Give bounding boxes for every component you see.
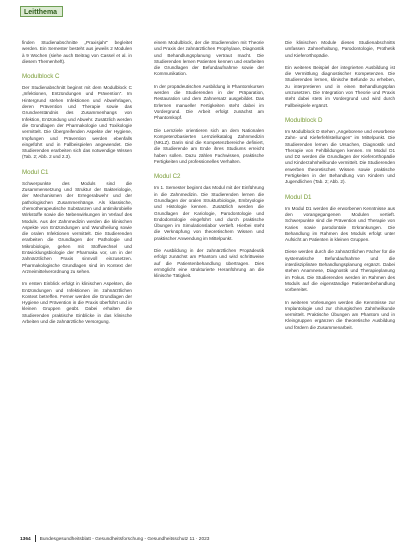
section-heading: Modul C2	[154, 173, 181, 181]
section-heading: Modul C1	[22, 168, 49, 176]
paragraph: finden Studienabschnitte „Praxisjahr“ begleitet werden. Ein Semester besteht aus jeweils 2 Modulen à 9 Wochen (siehe auch Beitrag von Cassel et al. in diesem Themenheft).	[22, 40, 132, 64]
text-column-1	[22, 40, 132, 331]
section-heading: Modulblock D	[285, 116, 323, 124]
paragraph: In der propädeutischen Ausbildung in Phantomkursen werden die Studierenden in der Präparation, Restauration und dem Zahnersatz ausgebildet. Das Erlernen manueller Fertigkeiten steht dabei im Vordergrund. Die Arbeit erfolgt zunächst am Phantomkopf.	[154, 83, 264, 121]
paragraph: Die Lernziele orientieren sich an dem Nationalen Kompetenzbasierten Lernzielkatalog Zahnmedizin (NKLZ). Darin sind die Kompetenzbereiche definiert, die Studierende am Ende ihres Studiums erreicht haben sollen. Dazu zählen Fachwissen, praktische Fertigkeiten und professionelles Verhalten.	[154, 127, 264, 165]
paragraph: Im Modulblock D stehen „Angeborene und erworbene Zahn- und Kieferfehlstellungen“ im Mittelpunkt. Die Studierenden lernen die Ursachen, Diagnostik und Therapie von Fehlbildungen kennen. Im Modul D1 und D2 werden die Grundlagen der Kieferorthopädie und Kinderzahnheilkunde vermittelt. Die Studierenden erwerben theoretisches Wissen sowie praktische Fertigkeiten in der Behandlung von Kindern und Jugendlichen (Tab. 2; Abb. 2).	[285, 128, 395, 185]
paragraph: Schwerpunkte des Moduls sind die Zusammensetzung und Struktur der Bakteriologie, der Mechanismen der Erregerabwehr und der pathologischen Zusammenhänge. Als klassische, chemotherapeutische Substanzen und antimikrobielle Wirkstoffe sowie die Nebenwirkungen im Verlauf des Moduls. Aus der Zahnmedizin werden die klinischen Aspekte von Entzündungen und Wundheilung sowie die oralen Infektionen vermittelt. Die Studierenden erarbeiten die Grundlagen der Pathologie und Mikrobiologie, gehen mit Stoffwechsel und Entwicklungsbiologie der Pharmaka vor, um in der zahnärztlichen Praxis sinnvoll einzusetzen. Pharmakologische Grundlagen sind im Kontext der Arzneimittelverordnung zu sehen.	[22, 180, 132, 274]
page-number: 1364	[20, 537, 31, 542]
paragraph: Ein weiteres Beispiel der integrierten Ausbildung ist die Vermittlung diagnostischer Kompetenzen. Die Studierenden lernen, klinische Befunde zu erheben, zu interpretieren und in einen Behandlungsplan umzusetzen. Die Integration von Theorie und Praxis steht dabei stets im Vordergrund und wird durch Fallbeispiele ergänzt.	[285, 64, 395, 108]
paragraph: Im 1. Semester beginnt das Modul mit der Einführung in die Zahnmedizin. Die Studierenden lernen die Grundlagen der oralen Strukturbiologie, Embryologie und Histologie kennen. Zusätzlich werden die Grundlagen der Kariologie, Parodontologie und Endodontologie eingeführt und durch praktische Übungen im Simulationslabor vertieft. Hierbei steht die Verknüpfung von theoretischem Wissen und praktischer Anwendung im Mittelpunkt.	[154, 185, 264, 241]
paragraph: Die Ausbildung in der zahnärztlichen Propädeutik erfolgt zunächst am Phantom und wird schrittweise auf die Patientenbehandlung übertragen. Dies ermöglicht eine strukturierte Heranführung an die klinische Tätigkeit.	[154, 248, 264, 279]
section-tag: Leitthema	[20, 6, 63, 17]
page-footer	[20, 535, 400, 545]
paragraph: Die klinischen Module dieses Studienabschnitts umfassen Zahnerhaltung, Parodontologie, Prothetik und Kieferorthopädie.	[285, 40, 395, 58]
text-column-3	[285, 40, 395, 337]
paragraph: Der Studienabschnitt beginnt mit dem Modulblock C „Infektionen, Entzündungen und Prävention“. Im Hintergrund stehen Infektionen und Abwehrlagen, deren Prävention und Therapie sowie das Grundverständnis des Zusammenhangs von Infektion, Entzündung und Abwehr. Zusätzlich werden die Grundlagen der Pharmakologie und Toxikologie vermittelt. Die Übergreifenden Aspekte der Hygiene, Impfungen und Prävention werden ebenfalls eingeführt und in Fallbeispielen angewendet. Die Studierenden erarbeiten sich das notwendige Wissen (Tab. 2; Abb. 2 und 2.3).	[22, 85, 132, 160]
paragraph: Im Modul D1 werden die erworbenen Kenntnisse aus den vorangegangenen Modulen vertieft. Schwerpunkte sind die Prävention und Therapie von Karies sowie parodontale Erkrankungen. Die Behandlung im Rahmen des Moduls erfolgt unter Aufsicht an Patienten in kleinen Gruppen.	[285, 205, 395, 243]
section-heading: Modul D1	[285, 193, 312, 201]
journal-citation: Bundesgesundheitsblatt - Gesundheitsforschung - Gesundheitsschutz 11 · 2023	[39, 537, 210, 542]
paragraph: einem Modulblock, der die Studierenden mit Theorie und Praxis der zahnärztlichen Prophylaxe, Diagnostik und Behandlungsplanung vertraut macht. Die Studierenden lernen Patienten kennen und erarbeiten die Grundlagen der Befundaufnahme sowie der Kommunikation.	[154, 40, 264, 77]
paragraph: Diese werden durch die zahnärztlichen Fächer für die systematische Befundaufnahme und die interdisziplinäre Behandlungsplanung ergänzt. Dabei stehen Anamnese, Diagnostik und Therapieplanung im Fokus. Die Studierenden werden im Rahmen des Moduls auf die eigenständige Patientenbehandlung vorbereitet.	[285, 249, 395, 293]
paragraph: In weiteren Vorlesungen werden die Kenntnisse zur Implantologie und zur chirurgischen Zahnheilkunde vermittelt. Praktische Übungen am Phantom und in Kleingruppen ergänzen die theoretische Ausbildung und fördern die Zusammenarbeit.	[285, 299, 395, 330]
section-heading: Modulblock C	[22, 73, 60, 81]
paragraph: Im ersten Einblick erfolgt in klinischen Aspekten, die Entzündungen und Infektionen im zahnärztlichen Kontext betreffen. Ferner werden die Grundlagen der Hygiene und Prävention in die Praxis überführt und in kleinen Gruppen geübt. Dabei erhalten die Studierenden praktische Einblicke in das klinische Arbeiten und die zahnärztliche Versorgung.	[22, 281, 132, 324]
text-column-2	[154, 40, 264, 286]
footer-divider	[35, 535, 36, 542]
